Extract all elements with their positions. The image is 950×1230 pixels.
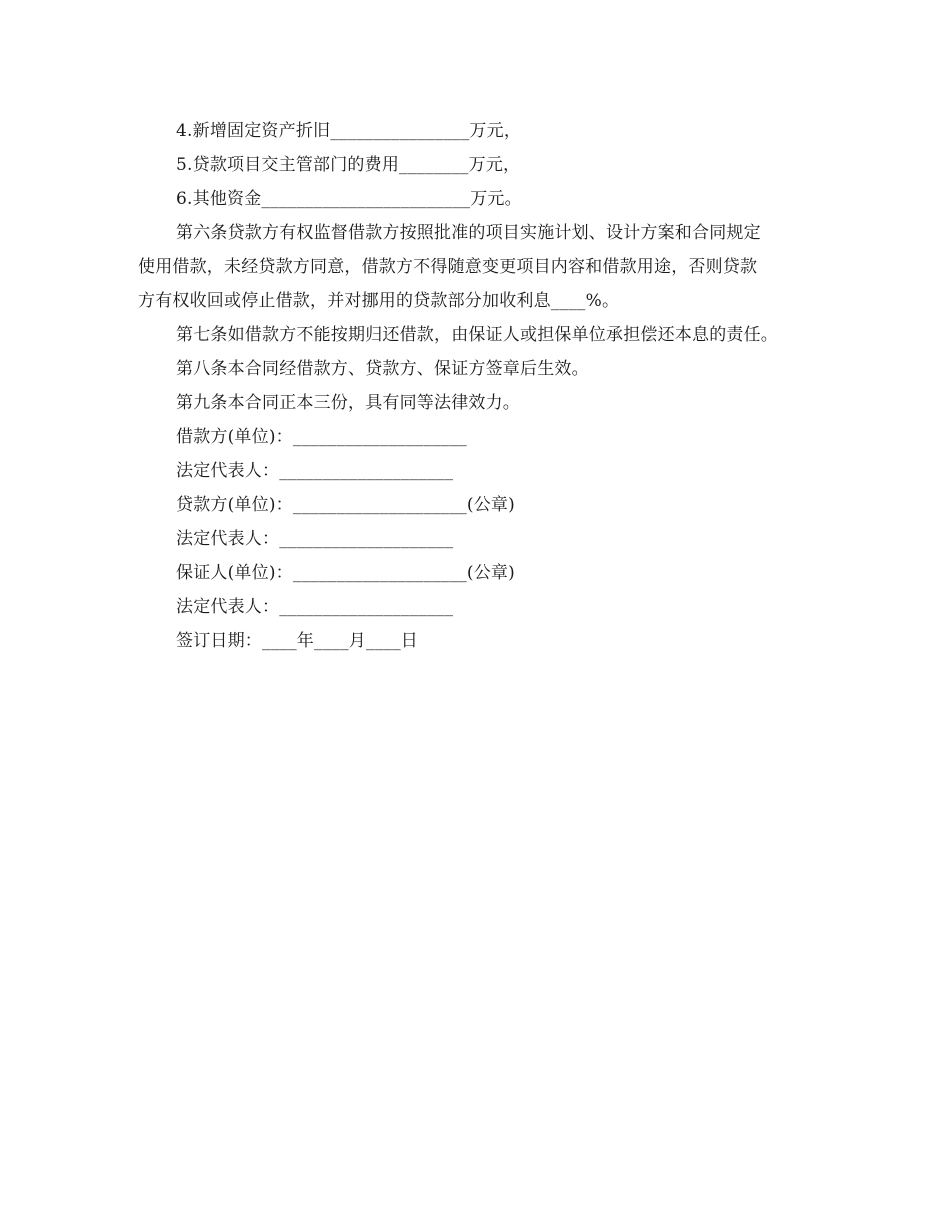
lender-rep-line: 法定代表人：____________________	[176, 529, 454, 549]
article6-line2: 使用借款，未经贷款方同意，借款方不得随意变更项目内容和借款用途，否则贷款	[138, 257, 758, 277]
lender-signature-line: 贷款方(单位)：____________________(公章)	[176, 495, 515, 515]
item-depreciation: 4.新增固定资产折旧________________万元，	[176, 121, 522, 141]
article6-line3: 方有权收回或停止借款，并对挪用的贷款部分加收利息____%。	[138, 291, 620, 311]
guarantor-signature-line: 保证人(单位)：____________________(公章)	[176, 563, 515, 583]
sign-date-line: 签订日期：____年____月____日	[176, 631, 418, 651]
article6-line1: 第六条贷款方有权监督借款方按照批准的项目实施计划、设计方案和合同规定	[176, 223, 761, 243]
item-dept-fee: 5.贷款项目交主管部门的费用________万元，	[176, 155, 521, 175]
guarantor-rep-line: 法定代表人：____________________	[176, 597, 454, 617]
contract-body	[138, 114, 828, 658]
item-other-funds: 6.其他资金________________________万元。	[176, 189, 522, 209]
borrower-rep-line: 法定代表人：____________________	[176, 461, 454, 481]
article8: 第八条本合同经借款方、贷款方、保证方签章后生效。	[176, 359, 589, 379]
article9: 第九条本合同正本三份，具有同等法律效力。	[176, 393, 520, 413]
borrower-signature-line: 借款方(单位)：____________________	[176, 427, 467, 447]
article7: 第七条如借款方不能按期归还借款，由保证人或担保单位承担偿还本息的责任。	[176, 325, 778, 345]
